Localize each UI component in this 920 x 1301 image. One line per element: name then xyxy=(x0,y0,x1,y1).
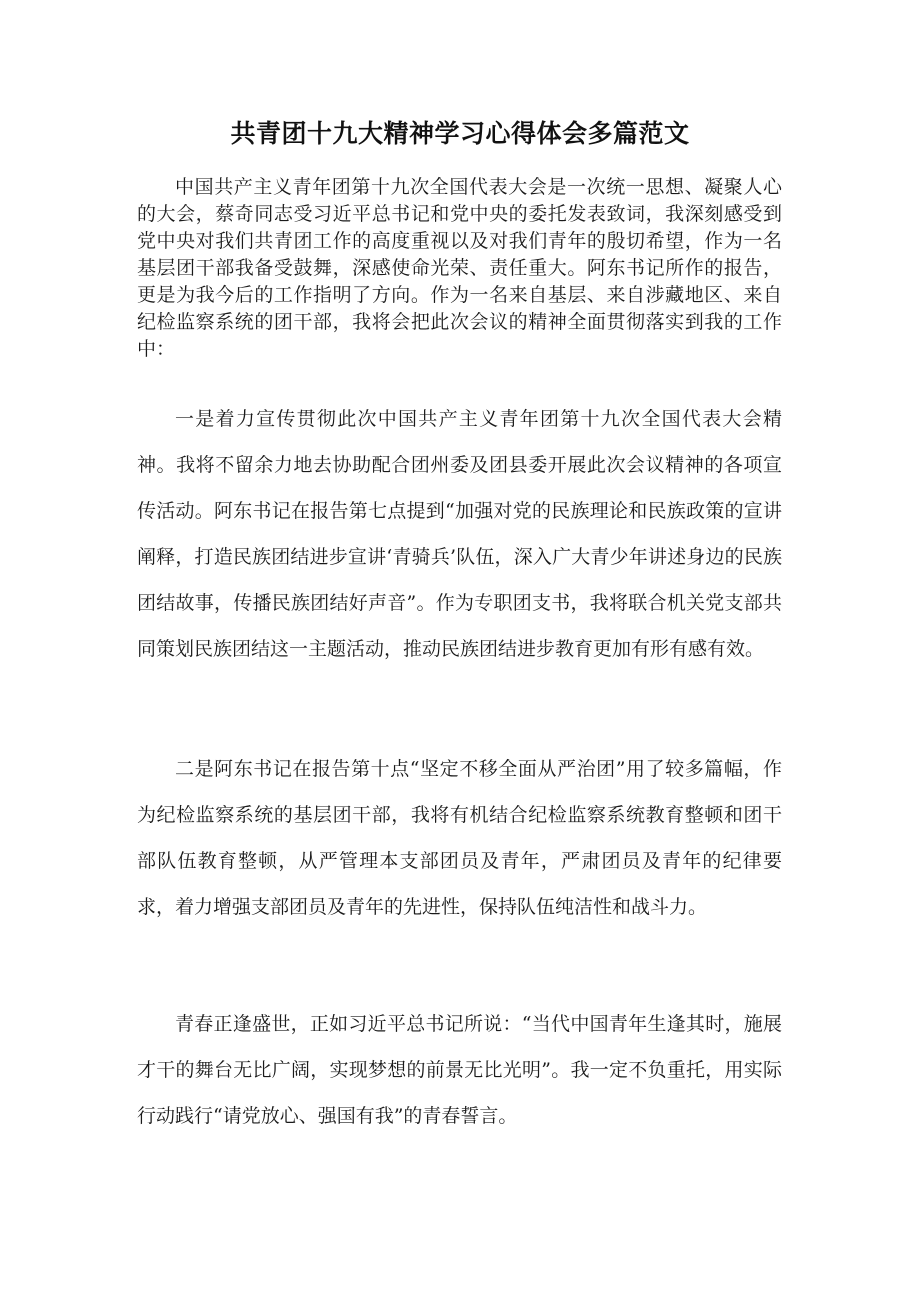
document-title: 共青团十九大精神学习心得体会多篇范文 xyxy=(230,119,690,148)
paragraph-second-point: 二是阿东书记在报告第十点“坚定不移全面从严治团”用了较多篇幅，作为纪检监察系统的基层团干部，我将有机结合纪检监察系统教育整顿和团干部队伍教育整顿，从严管理本支部团员及青年，严肃团员及青年的纪律要求，着力增强支部团员及青年的先进性，保持队伍纯洁性和战斗力。 xyxy=(137,758,782,918)
paragraph-conclusion: 青春正逢盛世，正如习近平总书记所说：“当代中国青年生逢其时，施展才干的舞台无比广阔，实现梦想的前景无比光明”。我一定不负重托，用实际行动践行“请党放心、强国有我”的青春誓言。 xyxy=(137,1013,782,1127)
paragraph-intro: 中国共产主义青年团第十九次全国代表大会是一次统一思想、凝聚人心的大会，蔡奇同志受习近平总书记和党中央的委托发表致词，我深刻感受到党中央对我们共青团工作的高度重视以及对我们青年的殷切希望，作为一名基层团干部我备受鼓舞，深感使命光荣、责任重大。阿东书记所作的报告，更是为我今后的工作指明了方向。作为一名来自基层、来自涉藏地区、来自纪检监察系统的团干部，我将会把此次会议的精神全面贯彻落实到我的工作中： xyxy=(137,176,782,360)
paragraph-first-point: 一是着力宣传贯彻此次中国共产主义青年团第十九次全国代表大会精神。我将不留余力地去协助配合团州委及团县委开展此次会议精神的各项宣传活动。阿东书记在报告第七点提到“加强对党的民族理论和民族政策的宣讲阐释，打造民族团结进步宣讲‘青骑兵’队伍，深入广大青少年讲述身边的民族团结故事，传播民族团结好声音”。作为专职团支书，我将联合机关党支部共同策划民族团结这一主题活动，推动民族团结进步教育更加有形有感有效。 xyxy=(137,408,782,660)
